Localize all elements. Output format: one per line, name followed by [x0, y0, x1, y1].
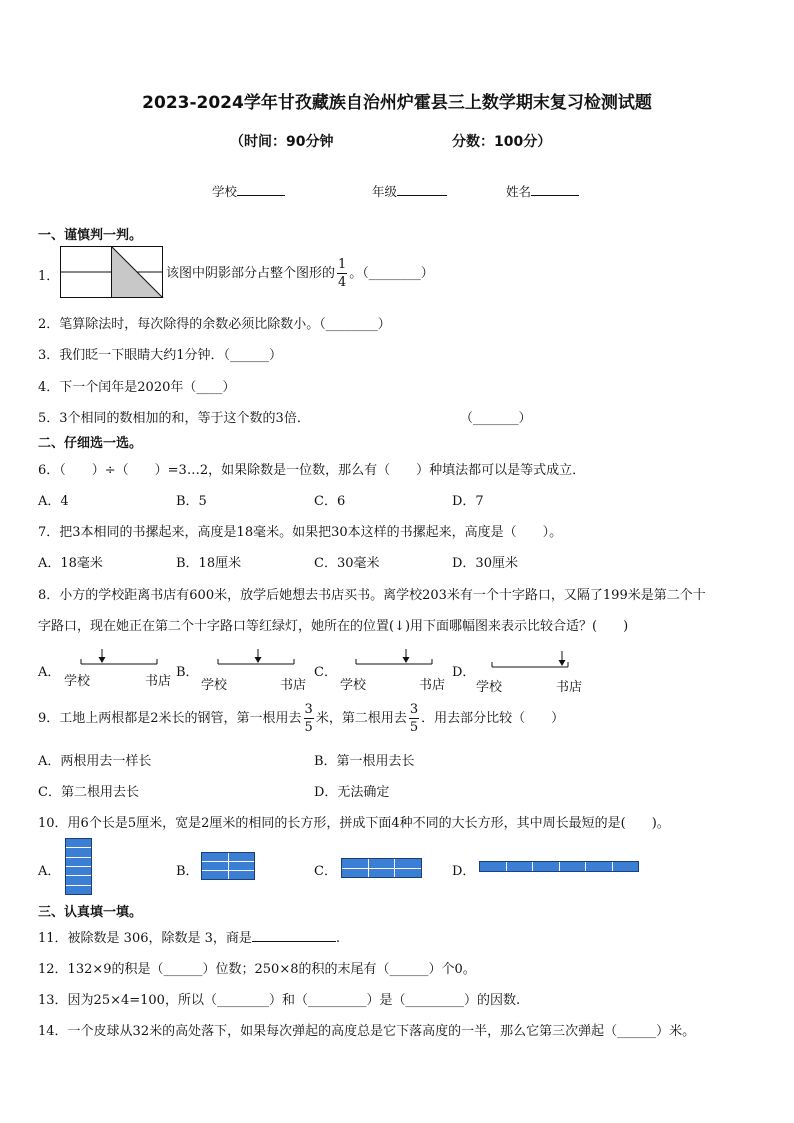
q1-after: 。（________） [349, 266, 434, 281]
q8c-store: 书店 [419, 678, 446, 693]
q10d-rect [586, 862, 612, 871]
q10-option-c-figure [341, 858, 422, 878]
exam-score: 分数：100分） [452, 134, 552, 150]
q11-text: 11．被除数是 306，除数是 3，商是 [38, 931, 252, 946]
q9-f1-numerator: 3 [304, 702, 313, 717]
q3: 3．我们眨一下眼睛大约1分钟．（______） [38, 348, 283, 363]
q10a-rect [66, 839, 91, 847]
q8-option-b-diagram [214, 648, 298, 668]
q10-option-d-figure [479, 861, 639, 872]
q10-stem: 10．用6个长是5厘米，宽是2厘米的相同的长方形，拼成下面4种不同的大长方形，其中周长最短的是( )。 [38, 816, 670, 831]
q7-option-d[interactable]: D．30厘米 [452, 556, 518, 571]
q6-option-c[interactable]: C．6 [314, 494, 346, 509]
q10c-rect [395, 859, 421, 868]
q1-figure [60, 246, 164, 299]
q10c-rect [342, 859, 368, 868]
grade-label: 年级 [372, 184, 398, 199]
q10b-rect [202, 862, 228, 870]
q9-f2-denominator: 5 [409, 720, 419, 735]
q10b-rect [229, 853, 255, 861]
q11 [38, 927, 340, 946]
q8-line2: 字路口，现在她正在第二个十字路口等红绿灯，她所在的位置(↓)用下面哪幅图来表示比较合适？( ) [38, 619, 629, 634]
q8c-school: 学校 [340, 678, 367, 693]
q10a-rect [66, 886, 91, 894]
grade-blank[interactable] [397, 184, 447, 196]
q2: 2．笔算除法时，每次除得的余数必须比除数小。（________） [38, 317, 391, 332]
q4: 4．下一个闰年是2020年（____） [38, 380, 236, 395]
q7-option-a[interactable]: A．18毫米 [38, 556, 103, 571]
q10-option-a-figure [65, 838, 92, 895]
q8b-arrow-head [255, 657, 262, 663]
name-label: 姓名 [506, 184, 532, 199]
q9-fraction-2 [409, 703, 419, 734]
page-title: 2023-2024学年甘孜藏族自治州炉霍县三上数学期末复习检测试题 [142, 93, 652, 113]
q9-option-d[interactable]: D．无法确定 [314, 785, 390, 800]
q10b-rect [202, 853, 228, 861]
q6-option-b[interactable]: B．5 [176, 494, 207, 509]
section-choose: 二、仔细选一选。 [38, 436, 143, 451]
q8a-store: 书店 [145, 674, 172, 689]
q8-option-d-diagram [488, 648, 572, 670]
section-judge: 一、谨慎判一判。 [38, 228, 143, 243]
q8b-school: 学校 [201, 678, 228, 693]
q10c-rect [369, 859, 395, 868]
q13: 13．因为25×4=100，所以（________）和（_________）是（_________）的因数. [38, 993, 521, 1008]
q9-mid: 米，第二根用去 [315, 711, 407, 726]
q10b-rect [202, 871, 228, 879]
q10d-rect [533, 862, 559, 871]
q10b-rect [229, 862, 255, 870]
q8-option-d-label[interactable]: D． [452, 665, 476, 680]
q1-denominator: 4 [338, 275, 347, 290]
q10a-rect [66, 848, 91, 856]
q10d-rect [480, 862, 506, 871]
q8d-store: 书店 [556, 680, 583, 695]
q1-number: 1． [38, 269, 60, 284]
grade-field[interactable] [372, 182, 447, 200]
q8b-store: 书店 [280, 678, 307, 693]
q14: 14．一个皮球从32米的高处落下，如果每次弹起的高度总是它下落高度的一半，那么它第三次弹起（______）米。 [38, 1024, 696, 1039]
q10b-rect [229, 871, 255, 879]
q8-line1: 8．小方的学校距离书店有600米，放学后她想去书店买书。离学校203米有一个十字路口，又隔了199米是第二个十 [38, 588, 706, 603]
q7-option-c[interactable]: C．30毫米 [314, 556, 380, 571]
q12: 12．132×9的积是（______）位数；250×8的积的末尾有（______）个0。 [38, 962, 476, 977]
q10a-rect [66, 858, 91, 866]
q8-option-a-diagram [77, 648, 161, 668]
section-fill: 三、认真填一填。 [38, 905, 143, 920]
q8-option-c-diagram [352, 648, 436, 668]
q9-f1-denominator: 5 [304, 720, 313, 735]
q9-before: 9．工地上两根都是2米长的钢管，第一根用去 [38, 711, 302, 726]
q9-option-c[interactable]: C．第二根用去长 [38, 785, 139, 800]
q6-option-a[interactable]: A．4 [38, 494, 69, 509]
q8-option-a-label[interactable]: A． [38, 665, 61, 680]
q10d-rect [613, 862, 639, 871]
q10c-rect [369, 869, 395, 878]
q9-after: ．用去部分比较（ ） [421, 711, 565, 726]
q10-option-d-label[interactable]: D． [452, 864, 476, 879]
q9-fraction-1 [304, 703, 314, 734]
q8d-arrow-head [559, 660, 566, 666]
q9-stem [38, 703, 564, 734]
q6-stem: 6．（ ）÷（ ）=3…2，如果除数是一位数，那么有（ ）种填法都可以是等式成立． [38, 463, 586, 478]
q5-text: 5．3个相同的数相加的和，等于这个数的3倍． [38, 411, 310, 426]
q8a-arrow-head [99, 657, 106, 663]
school-field[interactable] [212, 182, 285, 200]
q7-option-b[interactable]: B．18厘米 [176, 556, 242, 571]
q11-answer-blank[interactable] [252, 930, 336, 942]
q10-option-a-label[interactable]: A． [38, 864, 61, 879]
q10a-rect [66, 876, 91, 884]
q9-option-a[interactable]: A．两根用去一样长 [38, 754, 152, 769]
school-blank[interactable] [237, 184, 285, 196]
q10d-rect [560, 862, 586, 871]
school-label: 学校 [212, 184, 238, 199]
name-blank[interactable] [531, 184, 579, 196]
q10a-rect [66, 867, 91, 875]
q10-option-b-label[interactable]: B． [176, 864, 199, 879]
q9-option-b[interactable]: B．第一根用去长 [314, 754, 415, 769]
q11-end: . [335, 931, 341, 946]
q1-text [166, 258, 434, 289]
q1-fraction [337, 258, 347, 289]
q8c-arrow-head [403, 657, 410, 663]
name-field[interactable] [506, 182, 579, 200]
q10-option-c-label[interactable]: C． [314, 864, 337, 879]
q10c-rect [342, 869, 368, 878]
q8-option-c-label[interactable]: C． [314, 665, 337, 680]
q8d-school: 学校 [476, 680, 503, 695]
q10c-rect [395, 869, 421, 878]
q6-option-d[interactable]: D．7 [452, 494, 484, 509]
q9-f2-numerator: 3 [409, 702, 419, 717]
q7-stem: 7．把3本相同的书摞起来，高度是18毫米。如果把30本这样的书摞起来，高度是（ ）。 [38, 525, 563, 540]
q8-option-b-label[interactable]: B． [176, 665, 199, 680]
q1-numerator: 1 [338, 257, 347, 272]
q1-before: 该图中阴影部分占整个图形的 [166, 266, 336, 281]
q5-blank: （_______） [460, 411, 532, 426]
q8a-school: 学校 [64, 674, 91, 689]
q10-option-b-figure [201, 852, 255, 880]
exam-time: （时间：90分钟 [230, 134, 334, 150]
q10d-rect [507, 862, 533, 871]
